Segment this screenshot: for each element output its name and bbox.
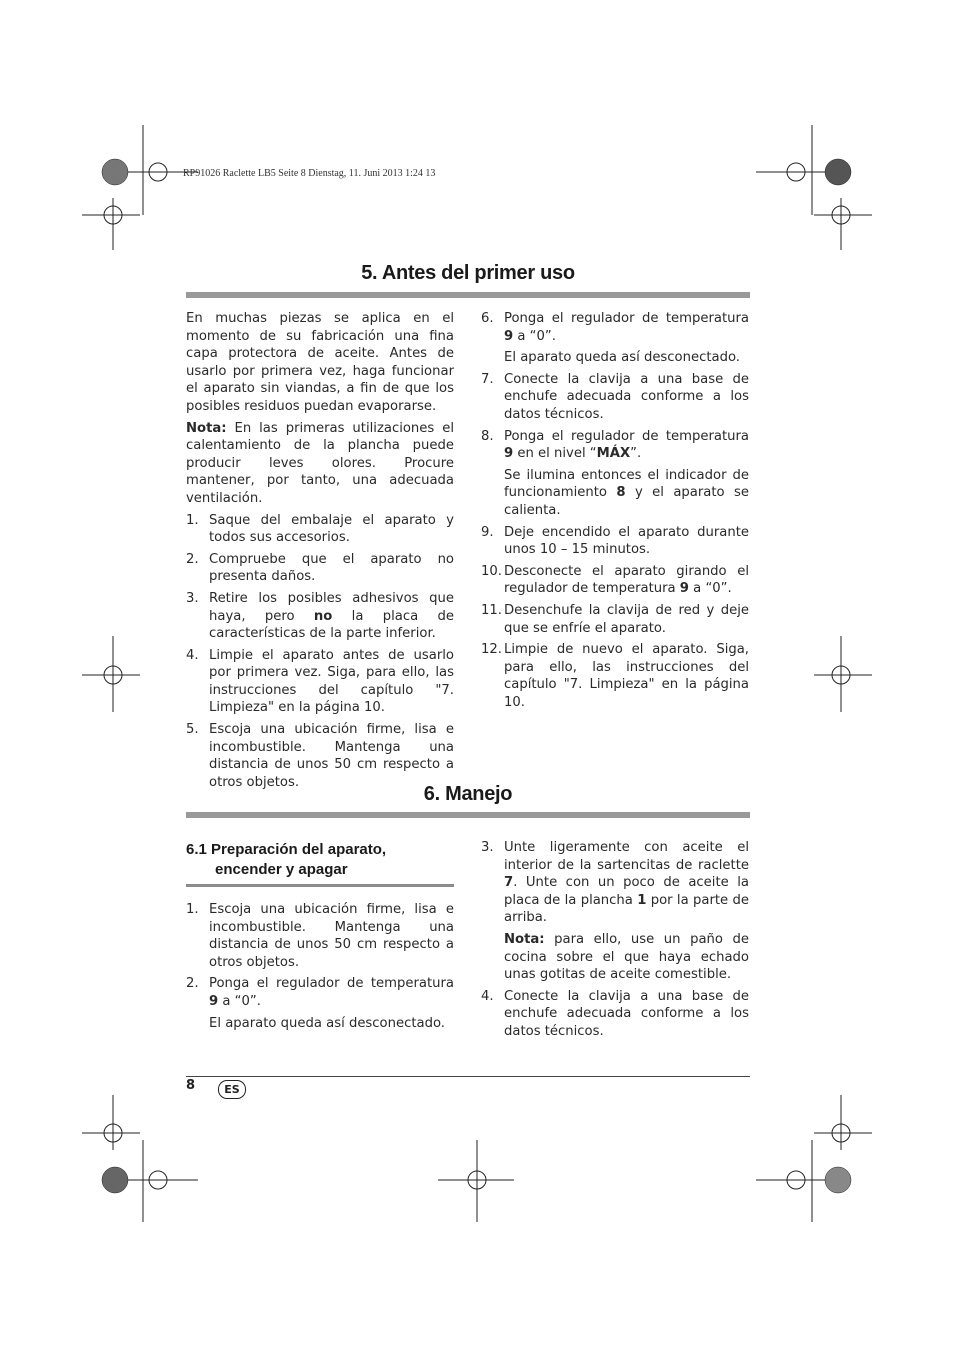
list-item: 4. Conecte la clavija a una base de enchufe adecuada conforme a los datos técnicos.	[481, 988, 749, 1039]
subsection-heading: 6.1 Preparación del aparato, encender y apagar	[186, 841, 387, 878]
list-item: 10. Desconecte el aparato girando el regulador de temperatura 9 a “0”.	[481, 563, 749, 597]
list-item: 8. Ponga el regulador de temperatura 9 en el nivel “MÁX”. Se ilumina entonces el indicador de funcionamiento 8 y el aparato se calienta.	[481, 428, 750, 518]
print-slug: RP91026 Raclette LB5 Seite 8 Dienstag, 11. Juni 2013 1:24 13	[183, 168, 436, 179]
section-6-left-column	[186, 901, 454, 1036]
section-5-rule	[186, 292, 750, 298]
list-item: 12. Limpie de nuevo el aparato. Siga, para ello, las instrucciones del capítulo "7. Limpieza" en la página 10.	[481, 642, 749, 710]
section-6-right-column	[481, 839, 749, 1045]
section-5-right-column	[481, 310, 749, 715]
footer-rule	[186, 1076, 750, 1077]
intro-paragraph: En muchas piezas se aplica en el momento de su fabricación una fina capa protectora de aceite. Antes de usarlo por primera vez, haga funcionar el aparato sin viandas, a fin de que los posibles residuos puedan evaporarse.	[186, 311, 454, 414]
section-5-heading: 5. Antes del primer uso	[361, 262, 575, 284]
list-item: 9. Deje encendido el aparato durante unos 10 – 15 minutos.	[481, 524, 749, 558]
section-6-rule	[186, 812, 750, 818]
list-item: 7. Conecte la clavija a una base de enchufe adecuada conforme a los datos técnicos.	[481, 371, 749, 422]
page-number: 8	[186, 1078, 196, 1093]
section-6-heading: 6. Manejo	[423, 783, 513, 805]
list-item: 5. Escoja una ubicación firme, lisa e incombustible. Mantenga una distancia de unos 50 cm respecto a otros objetos.	[186, 722, 454, 790]
list-item: 3. Retire los posibles adhesivos que haya, pero no la placa de características de la parte inferior.	[186, 590, 454, 642]
section-5-left-column	[186, 310, 454, 795]
note-paragraph: Nota: En las primeras utilizaciones el calentamiento de la plancha puede producir leves olores. Procure mantener, por tanto, una adecuada ventilación.	[186, 420, 454, 506]
list-item: 11. Desenchufe la clavija de red y deje que se enfríe el aparato.	[481, 602, 749, 636]
list-item: 6. Ponga el regulador de temperatura 9 a “0”. El aparato queda así desconectado.	[481, 311, 749, 366]
language-badge: ES	[218, 1080, 246, 1099]
list-item: 2. Ponga el regulador de temperatura 9 a “0”. El aparato queda así desconectado.	[186, 976, 454, 1031]
list-item: 1. Escoja una ubicación firme, lisa e incombustible. Mantenga una distancia de unos 50 cm respecto a otros objetos.	[186, 902, 454, 970]
subsection-rule	[186, 884, 454, 887]
list-item: 3. Unte ligeramente con aceite el interior de la sartencitas de raclette 7. Unte con un poco de aceite la placa de la plancha 1 por la parte de arriba. Nota: para ello, use un paño de cocina sobre el que haya echado unas gotitas de aceite comestible.	[481, 840, 749, 983]
list-item: 1. Saque del embalaje el aparato y todos sus accesorios.	[186, 512, 454, 546]
list-item: 2. Compruebe que el aparato no presenta daños.	[186, 551, 454, 585]
note-label: Nota:	[186, 420, 227, 436]
list-item: 4. Limpie el aparato antes de usarlo por primera vez. Siga, para ello, las instrucciones del capítulo "7. Limpieza" en la página 10.	[186, 647, 454, 716]
